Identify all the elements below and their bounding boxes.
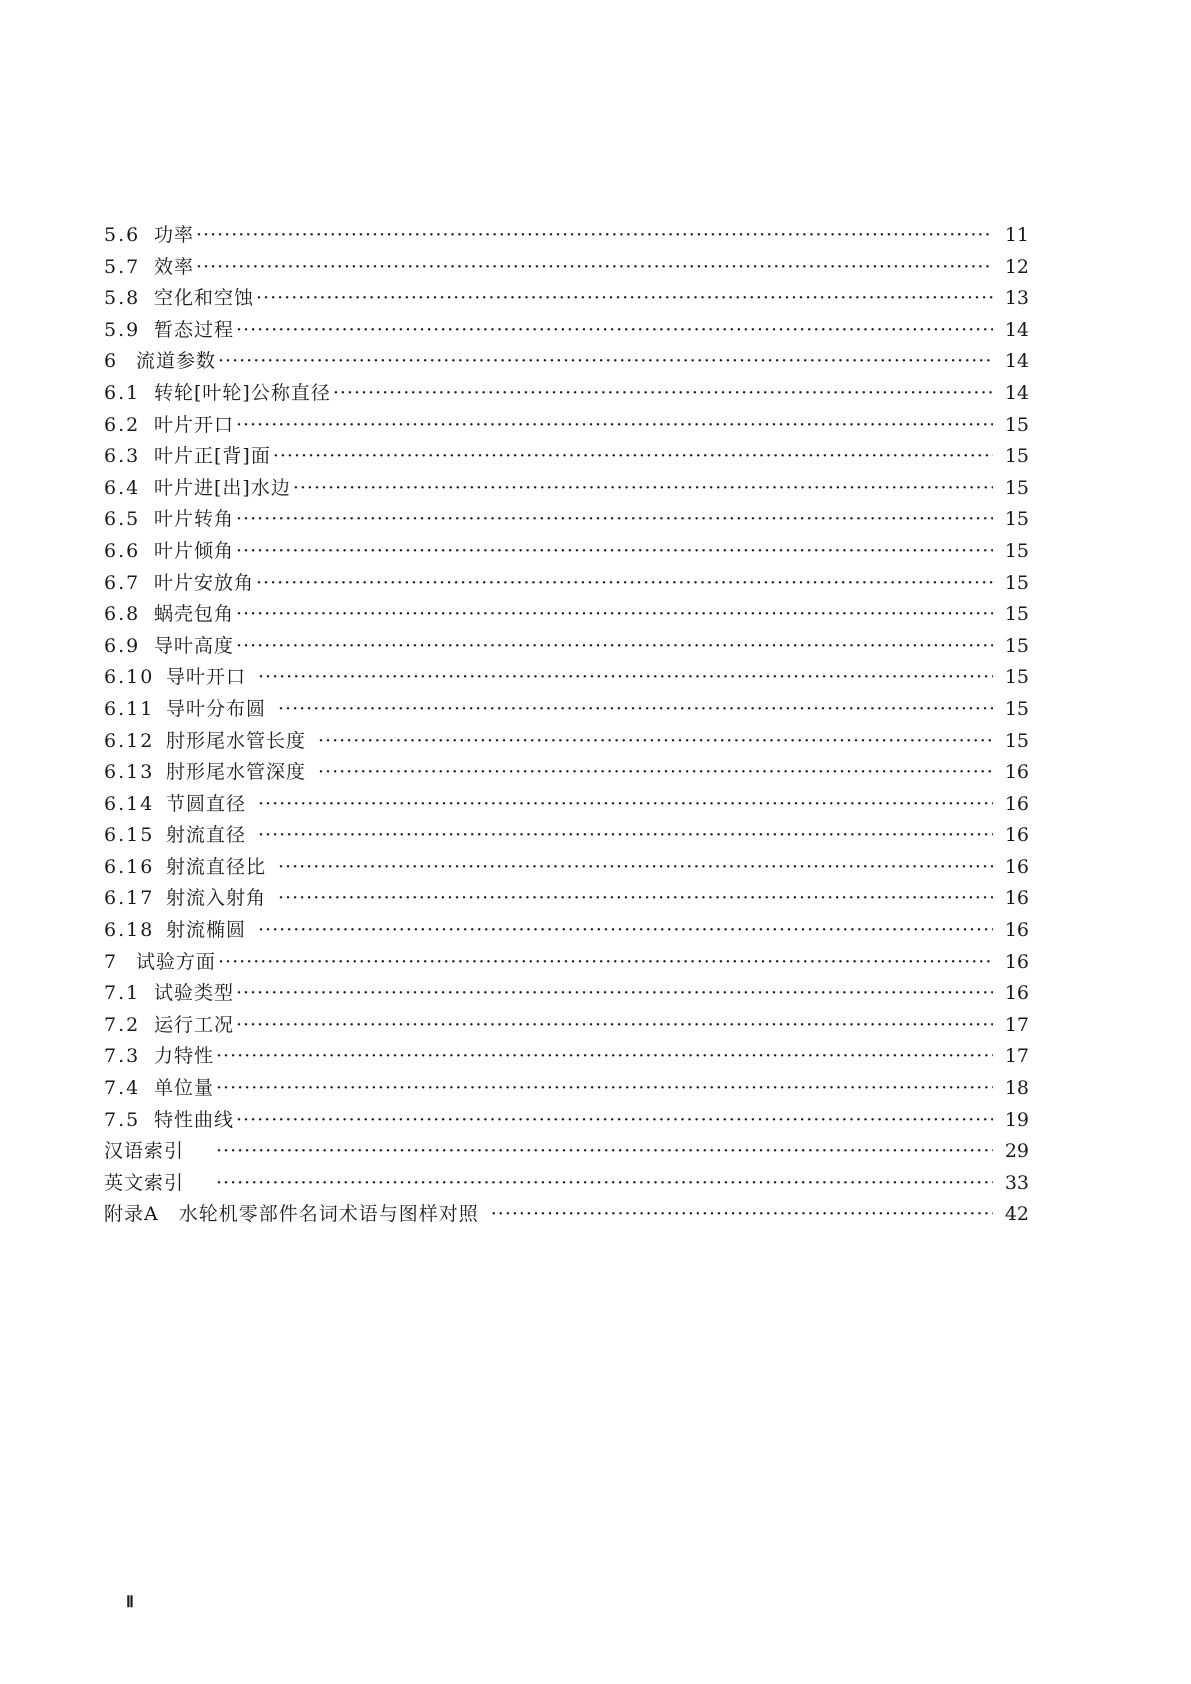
toc-page-number: 15: [1004, 634, 1029, 657]
toc-entry-6-16[interactable]: [104, 852, 1029, 884]
toc-entry-5-7[interactable]: [104, 252, 1029, 284]
toc-entry-6[interactable]: [104, 346, 1029, 378]
toc-leader-dots: [258, 915, 993, 947]
toc-leader-dots: [216, 1168, 993, 1200]
toc-leader-dots: [236, 504, 993, 536]
toc-leader-dots: [236, 315, 993, 347]
toc-title: 射流椭圆: [166, 919, 247, 942]
toc-page-number: 15: [1004, 603, 1029, 626]
toc-number: 6.7: [104, 571, 141, 594]
toc-number: 6.11: [104, 697, 155, 720]
toc-leader-dots: [218, 346, 993, 378]
toc-page-number: 33: [1004, 1171, 1029, 1194]
toc-page-number: 15: [1004, 445, 1029, 468]
toc-page-number: 16: [1004, 855, 1029, 878]
toc-number: 6.15: [104, 824, 155, 847]
toc-page-number: 16: [1004, 919, 1029, 942]
toc-title: 汉语索引: [104, 1140, 185, 1163]
toc-entry-6-17[interactable]: [104, 883, 1029, 915]
toc-leader-dots: [236, 1010, 993, 1042]
toc-page-number: 42: [1004, 1203, 1029, 1226]
toc-leader-dots: [236, 1105, 993, 1137]
toc-title: 导叶开口: [166, 666, 247, 689]
toc-page-number: 15: [1004, 476, 1029, 499]
toc-page-number: 12: [1004, 255, 1029, 278]
toc-number: 6.6: [104, 539, 141, 562]
toc-entry-6-3[interactable]: [104, 441, 1029, 473]
toc-title: 附录A 水轮机零部件名词术语与图样对照: [104, 1203, 479, 1226]
toc-page-number: 15: [1004, 666, 1029, 689]
toc-number: 7.5: [104, 1108, 141, 1131]
toc-number: 6.16: [104, 855, 155, 878]
toc-leader-dots: [236, 599, 993, 631]
toc-entry-6-9[interactable]: [104, 631, 1029, 663]
toc-entry-7-5[interactable]: [104, 1105, 1029, 1137]
toc-leader-dots: [236, 631, 993, 663]
toc-leader-dots: [278, 852, 993, 884]
toc-entry-7-1[interactable]: [104, 978, 1029, 1010]
toc-leader-dots: [196, 220, 993, 252]
toc-number: 6.5: [104, 508, 141, 531]
toc-entry-7-3[interactable]: [104, 1041, 1029, 1073]
toc-page-number: 19: [1004, 1108, 1029, 1131]
toc-leader-dots: [216, 1073, 993, 1105]
toc-leader-dots: [216, 1041, 993, 1073]
toc-entry-6-11[interactable]: [104, 694, 1029, 726]
toc-entry-6-6[interactable]: [104, 536, 1029, 568]
toc-title: 效率: [154, 255, 195, 278]
toc-entry-6-10[interactable]: [104, 662, 1029, 694]
toc-title: 节圆直径: [166, 792, 247, 815]
toc-page-number: 16: [1004, 982, 1029, 1005]
toc-leader-dots: [256, 283, 993, 315]
toc-page-number: 29: [1004, 1140, 1029, 1163]
toc-title: 肘形尾水管深度: [166, 761, 307, 784]
toc-title: 功率: [154, 224, 195, 246]
toc-title: 肘形尾水管长度: [166, 729, 307, 752]
toc-number: 6.14: [104, 792, 155, 815]
toc-entry-6-18[interactable]: [104, 915, 1029, 947]
toc-entry-7-2[interactable]: [104, 1010, 1029, 1042]
toc-title: 叶片安放角: [154, 571, 255, 594]
toc-title: 叶片倾角: [154, 539, 235, 562]
toc-number: 6: [104, 350, 119, 373]
page-number-footer: Ⅱ: [126, 1594, 134, 1611]
toc-entry-5-9[interactable]: [104, 315, 1029, 347]
toc-page-number: 15: [1004, 508, 1029, 531]
toc-number: 5.9: [104, 318, 141, 341]
toc-title: 试验方面: [136, 950, 217, 973]
toc-entry-6-15[interactable]: [104, 820, 1029, 852]
toc-page-number: 16: [1004, 761, 1029, 784]
toc-number: 6.9: [104, 634, 141, 657]
toc-number: 6.3: [104, 445, 141, 468]
toc-number: 6.13: [104, 761, 155, 784]
toc-entry-6-4[interactable]: [104, 473, 1029, 505]
toc-entry-6-1[interactable]: [104, 378, 1029, 410]
toc-entry-5-8[interactable]: [104, 283, 1029, 315]
toc-title: 导叶分布圆: [166, 697, 267, 720]
toc-page-number: 17: [1004, 1045, 1029, 1068]
toc-title: 暂态过程: [154, 318, 235, 341]
toc-title: 蜗壳包角: [154, 603, 235, 626]
table-of-contents: [104, 220, 1029, 1231]
toc-leader-dots: [256, 568, 993, 600]
toc-number: 6.18: [104, 919, 155, 942]
toc-page-number: 11: [1004, 224, 1029, 246]
toc-page-number: 14: [1004, 318, 1029, 341]
toc-number: 7.3: [104, 1045, 141, 1068]
toc-number: 5.8: [104, 287, 141, 310]
toc-title: 导叶高度: [154, 634, 235, 657]
toc-leader-dots: [278, 694, 993, 726]
toc-page-number: 15: [1004, 571, 1029, 594]
toc-number: 5.7: [104, 255, 141, 278]
toc-title: 射流直径比: [166, 855, 267, 878]
toc-title: 叶片进[出]水边: [154, 476, 291, 499]
toc-number: 6.17: [104, 887, 155, 910]
toc-leader-dots: [293, 473, 993, 505]
toc-entry-7[interactable]: [104, 947, 1029, 979]
toc-leader-dots: [216, 1136, 993, 1168]
toc-page-number: 16: [1004, 824, 1029, 847]
toc-number: 7.1: [104, 982, 141, 1005]
toc-title: 射流入射角: [166, 887, 267, 910]
toc-leader-dots: [236, 536, 993, 568]
toc-entry-6-12[interactable]: [104, 726, 1029, 758]
toc-leader-dots: [491, 1199, 993, 1231]
toc-page-number: 15: [1004, 539, 1029, 562]
toc-entry-5-6[interactable]: [104, 220, 1029, 252]
toc-entry-appendix-a[interactable]: [104, 1199, 1029, 1231]
toc-title: 特性曲线: [154, 1108, 235, 1131]
toc-number: 7.2: [104, 1013, 141, 1036]
toc-title: 叶片开口: [154, 413, 235, 436]
toc-entry-6-8[interactable]: [104, 599, 1029, 631]
toc-number: 6.12: [104, 729, 155, 752]
toc-leader-dots: [236, 978, 993, 1010]
toc-page-number: 16: [1004, 887, 1029, 910]
toc-page-number: 15: [1004, 413, 1029, 436]
toc-number: 6.10: [104, 666, 155, 689]
toc-page-number: 16: [1004, 950, 1029, 973]
toc-page-number: 17: [1004, 1013, 1029, 1036]
toc-number: 7.4: [104, 1077, 141, 1100]
toc-title: 运行工况: [154, 1013, 235, 1036]
toc-leader-dots: [196, 252, 993, 284]
toc-entry-6-14[interactable]: [104, 789, 1029, 821]
toc-leader-dots: [273, 441, 993, 473]
toc-entry-6-7[interactable]: [104, 568, 1029, 600]
toc-leader-dots: [278, 883, 993, 915]
toc-title: 转轮[叶轮]公称直径: [154, 381, 331, 404]
toc-leader-dots: [258, 820, 993, 852]
toc-number: 6.2: [104, 413, 141, 436]
toc-page-number: 18: [1004, 1077, 1029, 1100]
toc-page-number: 15: [1004, 697, 1029, 720]
toc-title: 空化和空蚀: [154, 287, 255, 310]
toc-entry-english-index[interactable]: [104, 1168, 1029, 1200]
toc-entry-6-13[interactable]: [104, 757, 1029, 789]
toc-number: 5.6: [104, 224, 141, 246]
toc-title: 英文索引: [104, 1171, 185, 1194]
toc-leader-dots: [218, 947, 993, 979]
toc-title: 叶片正[背]面: [154, 445, 271, 468]
toc-page-number: 14: [1004, 350, 1029, 373]
toc-leader-dots: [318, 726, 993, 758]
toc-title: 单位量: [154, 1077, 215, 1100]
toc-title: 叶片转角: [154, 508, 235, 531]
toc-title: 射流直径: [166, 824, 247, 847]
toc-entry-6-2[interactable]: [104, 410, 1029, 442]
toc-page-number: 16: [1004, 792, 1029, 815]
toc-page-number: 14: [1004, 381, 1029, 404]
toc-number: 7: [104, 950, 119, 973]
toc-leader-dots: [333, 378, 993, 410]
toc-page-number: 15: [1004, 729, 1029, 752]
toc-leader-dots: [318, 757, 993, 789]
toc-leader-dots: [236, 410, 993, 442]
toc-page-number: 13: [1004, 287, 1029, 310]
toc-title: 力特性: [154, 1045, 215, 1068]
toc-title: 流道参数: [136, 350, 217, 373]
toc-number: 6.4: [104, 476, 141, 499]
toc-number: 6.1: [104, 381, 141, 404]
toc-title: 试验类型: [154, 982, 235, 1005]
toc-entry-chinese-index[interactable]: [104, 1136, 1029, 1168]
toc-entry-6-5[interactable]: [104, 504, 1029, 536]
toc-leader-dots: [258, 662, 993, 694]
toc-leader-dots: [258, 789, 993, 821]
toc-entry-7-4[interactable]: [104, 1073, 1029, 1105]
toc-number: 6.8: [104, 603, 141, 626]
